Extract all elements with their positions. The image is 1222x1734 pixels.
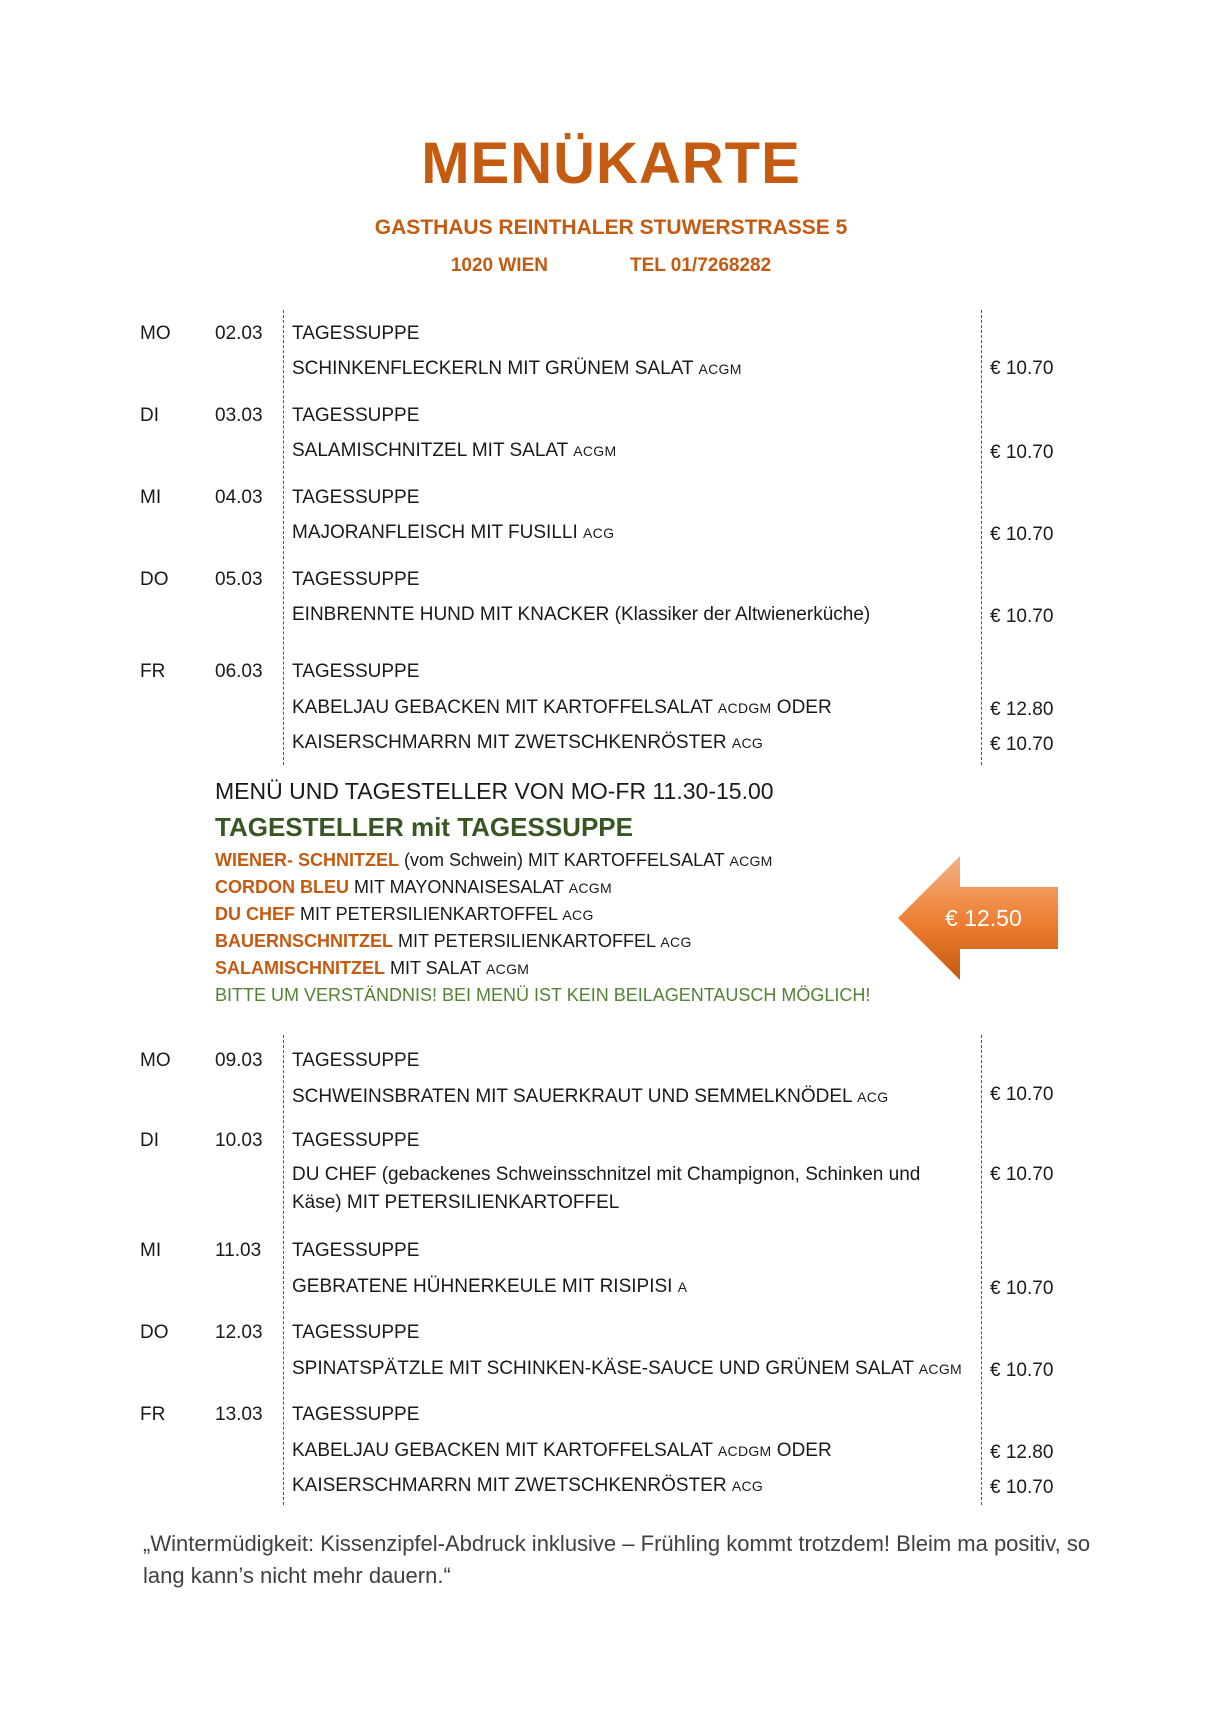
dish-label: KAISERSCHMARRN MIT ZWETSCHKENRÖSTER ACG [292,732,764,753]
soup-label: TAGESSUPPE [292,1404,420,1425]
dish-label: GEBRATENE HÜHNERKEULE MIT RISIPISI A [292,1276,688,1297]
date-label: 06.03 [215,661,263,682]
day-label: MO [140,1050,171,1071]
date-label: 02.03 [215,323,263,344]
soup-label: TAGESSUPPE [292,1130,420,1151]
menu-hours: MENÜ UND TAGESTELLER VON MO-FR 11.30-15.00 [215,778,774,804]
price-label: € 10.70 [990,442,1054,463]
date-label: 11.03 [215,1240,262,1261]
allergen-codes: ACGM [698,361,742,377]
allergen-codes: ACGM [729,853,773,869]
day-label: FR [140,1404,166,1425]
date-label: 09.03 [215,1050,263,1071]
soup-label: TAGESSUPPE [292,405,420,426]
price-label: € 10.70 [990,734,1054,755]
allergen-codes: ACG [562,907,594,923]
tagesteller-item: BAUERNSCHNITZEL MIT PETERSILIENKARTOFFEL ACG [215,931,692,951]
dish-label: SPINATSPÄTZLE MIT SCHINKEN-KÄSE-SAUCE UND GRÜNEM SALAT ACGM [292,1358,962,1379]
tagesteller-item: WIENER- SCHNITZEL (vom Schwein) MIT KARTOFFELSALAT ACGM [215,850,773,870]
day-label: DO [140,1322,169,1343]
allergen-codes: ACG [660,934,692,950]
day-label: MI [140,1240,162,1261]
column-divider-right [981,1035,982,1505]
side-dish-notice: BITTE UM VERSTÄNDNIS! BEI MENÜ IST KEIN BEILAGENTAUSCH MÖGLICH! [215,985,871,1005]
dish-label: SCHWEINSBRATEN MIT SAUERKRAUT UND SEMMELKNÖDEL ACG [292,1086,889,1107]
price-label: € 12.80 [990,1442,1054,1463]
price-label: € 10.70 [990,1164,1054,1185]
date-label: 04.03 [215,487,263,508]
allergen-codes: ACDGM [717,1443,772,1459]
allergen-codes: ACGM [573,443,617,459]
allergen-codes: ACG [583,525,615,541]
price-label: € 12.80 [990,699,1054,720]
dish-label: MAJORANFLEISCH MIT FUSILLI ACG [292,522,615,543]
soup-label: TAGESSUPPE [292,661,420,682]
restaurant-contact [0,255,1222,277]
day-label: MI [140,487,162,508]
allergen-codes: A [677,1279,688,1295]
restaurant-city: 1020 WIEN [450,255,548,276]
allergen-codes: ACDGM [717,700,772,716]
price-label: € 10.70 [990,1360,1054,1381]
price-label: € 10.70 [990,606,1054,627]
dish-label: SALAMISCHNITZEL MIT SALAT ACGM [292,440,617,461]
date-label: 05.03 [215,569,263,590]
column-divider-right [981,310,982,765]
date-label: 10.03 [215,1130,263,1151]
dish-label: DU CHEF (gebackenes Schweinsschnitzel mit Champignon, Schinken und Käse) MIT PETERSILIENKARTOFFEL [292,1164,921,1213]
allergen-codes: ACG [731,735,764,751]
allergen-codes: ACGM [918,1361,962,1377]
allergen-codes: ACGM [568,880,612,896]
allergen-codes: ACG [731,1478,764,1494]
day-label: DI [140,405,159,426]
soup-label: TAGESSUPPE [292,1322,420,1343]
day-label: DI [140,1130,159,1151]
soup-label: TAGESSUPPE [292,1240,420,1261]
soup-label: TAGESSUPPE [292,1050,420,1071]
price-label: € 10.70 [990,358,1054,379]
date-label: 12.03 [215,1322,263,1343]
column-divider-left [283,1035,284,1505]
tagesteller-item: SALAMISCHNITZEL MIT SALAT ACGM [215,958,530,978]
dish-label: KABELJAU GEBACKEN MIT KARTOFFELSALAT ACDGM ODER [292,697,832,718]
tagesteller-item: DU CHEF MIT PETERSILIENKARTOFFEL ACG [215,904,594,924]
tagesteller-item: CORDON BLEU MIT MAYONNAISESALAT ACGM [215,877,612,897]
column-divider-left [283,310,284,765]
soup-label: TAGESSUPPE [292,323,420,344]
tagesteller-price: € 12.50 [945,905,1022,931]
price-label: € 10.70 [990,1084,1054,1105]
soup-label: TAGESSUPPE [292,569,420,590]
day-label: MO [140,323,171,344]
price-label: € 10.70 [990,1477,1054,1498]
dish-label: KABELJAU GEBACKEN MIT KARTOFFELSALAT ACDGM ODER [292,1440,832,1461]
day-label: FR [140,661,166,682]
allergen-codes: ACGM [486,961,530,977]
day-label: DO [140,569,169,590]
restaurant-address: GASTHAUS REINTHALER STUWERSTRASSE 5 [374,216,848,239]
date-label: 13.03 [215,1404,263,1425]
dish-label: KAISERSCHMARRN MIT ZWETSCHKENRÖSTER ACG [292,1475,764,1496]
date-label: 03.03 [215,405,263,426]
restaurant-phone: TEL 01/7268282 [629,255,772,276]
dish-label: SCHINKENFLECKERLN MIT GRÜNEM SALAT ACGM [292,358,742,379]
allergen-codes: ACG [857,1089,889,1105]
dish-label: EINBRENNTE HUND MIT KNACKER (Klassiker der Altwienerküche) [292,604,871,625]
tagesteller-title: TAGESTELLER mit TAGESSUPPE [215,812,633,842]
soup-label: TAGESSUPPE [292,487,420,508]
price-label: € 10.70 [990,524,1054,545]
footer-quote: „Wintermüdigkeit: Kissenzipfel-Abdruck inklusive – Frühling kommt trotzdem! Bleim ma positiv, so lang kann’s nicht mehr dauern.“ [143,1531,1091,1588]
price-label: € 10.70 [990,1278,1054,1299]
menu-title: MENÜKARTE [421,131,801,196]
